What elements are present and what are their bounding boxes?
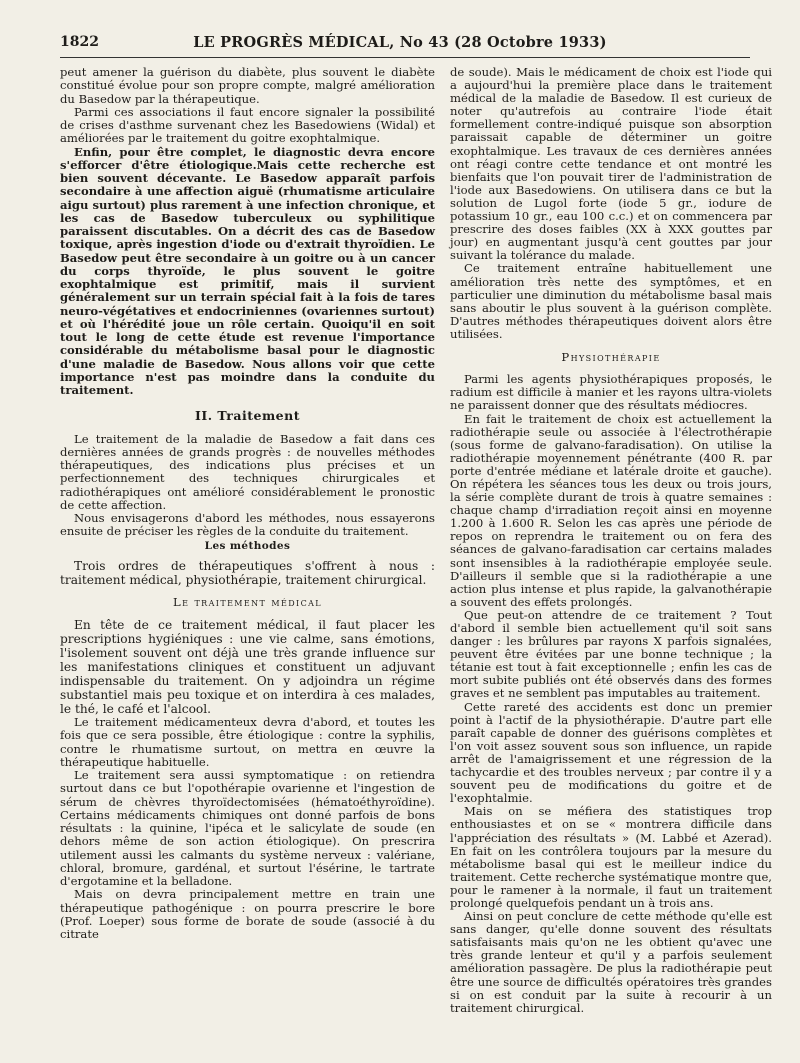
header-rule — [60, 57, 750, 58]
heading-physiotherapy: Physiothérapie — [561, 349, 661, 364]
paragraph: Enfin, pour être complet, le diagnostic devra encore s'efforcer d'être étiologique.Mais cette recherche est bien souvent décevante. Le Basedow apparaît parfois secondaire à une affection aiguë (rhumatisme articulaire aigu surtout) plus rarement à une infection chronique, et les cas de Basedow tuberculeux ou syphilitique paraissent discutables. On a décrit des cas de Basedow toxique, après ingestion d'iode ou d'extrait thyroïdien. Le Basedow peut être secondaire à un goitre ou à un cancer du corps thyroïde, le plus souvent le goitre exophtalmique est primitif, mais il survient généralement sur un terrain spécial fait à la fois de tares neuro-végétatives et endocriniennes (ovariennes surtout) et où l'hérédité joue un rôle certain. Quoiqu'il en soit tout le long de cette étude est revenue l'importance considérable du métabolisme basal pour le diagnostic d'une maladie de Basedow. Nous allons voir que cette importance n'est pas moindre dans la conduite du traitement. — [60, 144, 435, 397]
paragraph: de soude). Mais le médicament de choix est l'iode qui a aujourd'hui la première place dans le traitement médical de la maladie de Basedow. Il est curieux de noter qu'autrefois au contraire l'iode était formellement contre-indiqué puisque son absorption paraissait capable de déterminer un goitre exophtalmique. Les travaux de ces dernières années ont réagi contre cette tendance et ont montré les bienfaits que l'on pouvait tirer de l'administration de l'iode aux Basedowiens. On utilisera dans ce but la solution de Lugol forte (iode 5 gr., iodure de potassium 10 gr., eau 100 c.c.) et on commencera par prescrire des doses faibles (XX à XXX gouttes par jour) en augmentant jusqu'à cent gouttes par jour suivant la tolérance du malade. — [450, 65, 772, 263]
paragraph: Que peut-on attendre de ce traitement ? Tout d'abord il semble bien actuellement qu'il soit sans danger : les brûlures par rayons X parfois signalées, peuvent être évitées par une bonne technique ; la tétanie est tout à fait exceptionnelle ; enfin les cas de mort subite publiés ont été observés dans des formes graves et ne semblent pas imputables au traitement. — [450, 607, 772, 701]
paragraph: En tête de ce traitement médical, il faut placer les prescriptions hygiéniques : une vie calme, sans émotions, l'isolement souvent ont déjà une très grande influence sur les manifestations cliniques et constituent un adjuvant indispensable du traitement. On y adjoindra un régime substantiel mais peu toxique et on interdira à ces malades, le thé, le café et l'alcool. — [60, 618, 435, 716]
paragraph: Trois ordres de thérapeutiques s'offrent à nous : traitement médical, physiothérapie, traitement chirurgical. — [60, 558, 435, 587]
paragraph: Le traitement médicamenteux devra d'abord, et toutes les fois que ce sera possible, être étiologique : contre la syphilis, contre le rhumatisme surtout, on mettra en œuvre la thérapeutique habituelle. — [60, 715, 435, 769]
subsection-title: Les méthodes — [204, 539, 291, 552]
right-column — [450, 66, 772, 1015]
paragraph: Parmi ces associations il faut encore signaler la possibilité de crises d'asthme survenant chez les Basedowiens (Widal) et améliorées par le traitement du goitre exophtalmique. — [60, 104, 435, 146]
heading-medical-treatment: Le traitement médical — [173, 594, 322, 609]
paragraph: En fait le traitement de choix est actuellement la radiothérapie seule ou associée à l'électrothérapie (sous forme de galvano-faradisation). On utilise la radiothérapie moyennement pénétrante (400 R. par porte d'entrée médiane et latérale droite et gauche). On répétera les séances tous les deux ou trois jours, la série complète durant de trois à quatre semaines : chaque champ d'irradiation reçoit ainsi en moyenne 1.200 à 1.600 R. Selon les cas après une période de repos on reprendra le traitement ou on fera des séances de galvano-faradisation car certains malades sont insensibles à la radiothérapie employée seule. D'ailleurs il semble que si la radiothérapie a une action plus intense et plus rapide, la galvanothérapie a souvent des effets prolongés. — [450, 411, 772, 609]
paragraph: Mais on se méfiera des statistiques trop enthousiastes et on se « montrera difficile dans l'appréciation des résultats » (M. Labbé et Azerad). En fait on les contrôlera toujours par la mesure du métabolisme basal qui est le meilleur indice du traitement. Cette recherche systématique montre que, pour le ramener à la normale, il faut un traitement prolongé quelquefois pendant un à trois ans. — [450, 804, 772, 910]
section-title: II. Traitement — [195, 408, 300, 424]
paragraph: Le traitement de la maladie de Basedow a fait dans ces dernières années de grands progrès : de nouvelles méthodes thérapeutiques, des indications plus précises et un perfectionnement des techniques chirurgicales et radiothérapiques ont amélioré considérablement le pronostic de cette affection. — [60, 431, 435, 512]
paragraph: Cette rareté des accidents est donc un premier point à l'actif de la physiothérapie. D'autre part elle paraît capable de donner des guérisons complètes et l'on voit assez souvent sous son influence, un rapide arrêt de l'amaigrissement et une régression de la tachycardie et des troubles nerveux ; par contre il y a souvent peu de modifications du goitre et de l'exophtalmie. — [450, 699, 772, 806]
running-title: LE PROGRÈS MÉDICAL, No 43 (28 Octobre 1933) — [193, 34, 607, 51]
paragraph: Ainsi on peut conclure de cette méthode qu'elle est sans danger, qu'elle donne souvent des résultats satisfaisants mais qu'on ne les obtient qu'avec une très grande lenteur et qu'il y a parfois seulement amélioration passagère. De plus la radiothérapie peut être une source de difficultés opératoires très grandes si on est conduit par la suite à recourir à un traitement chirurgical. — [450, 909, 772, 1015]
page-number: 1822 — [60, 34, 99, 50]
left-column — [60, 66, 435, 941]
paragraph: Le traitement sera aussi symptomatique : on retiendra surtout dans ce but l'opothérapie ovarienne et l'ingestion de sérum de chèvres thyroïdectomisées (hématoéthyroïdine). Certains médicaments chimiques ont donné parfois de bons résultats : la quinine, l'ipéca et le salicylate de soude (en dehors même de son action étiologique). On prescrira utilement aussi les calmants du système nerveux : valériane, chloral, bromure, gardénal, et surtout l'ésérine, le tartrate d'ergotamine et la belladone. — [60, 768, 435, 888]
paragraph: peut amener la guérison du diabète, plus souvent le diabète constitué évolue pour son propre compte, malgré amélioration du Basedow par la thérapeutique. — [60, 65, 435, 106]
paragraph: Parmi les agents physiothérapiques proposés, le radium est difficile à manier et les rayons ultra-violets ne paraissent donner que des résultats médiocres. — [450, 372, 772, 413]
paragraph: Ce traitement entraîne habituellement une amélioration très nette des symptômes, et en particulier une diminution du métabolisme basal mais sans aboutir le plus souvent à la guérison complète. D'autres méthodes thérapeutiques doivent alors être utilisées. — [450, 261, 772, 341]
page-header — [60, 34, 740, 56]
paragraph: Nous envisagerons d'abord les méthodes, nous essayerons ensuite de préciser les règles de la conduite du traitement. — [60, 511, 435, 539]
paragraph: Mais on devra principalement mettre en train une thérapeutique pathogénique : on pourra prescrire le bore (Prof. Loeper) sous forme de borate de soude (associé à du citrate — [60, 887, 435, 941]
